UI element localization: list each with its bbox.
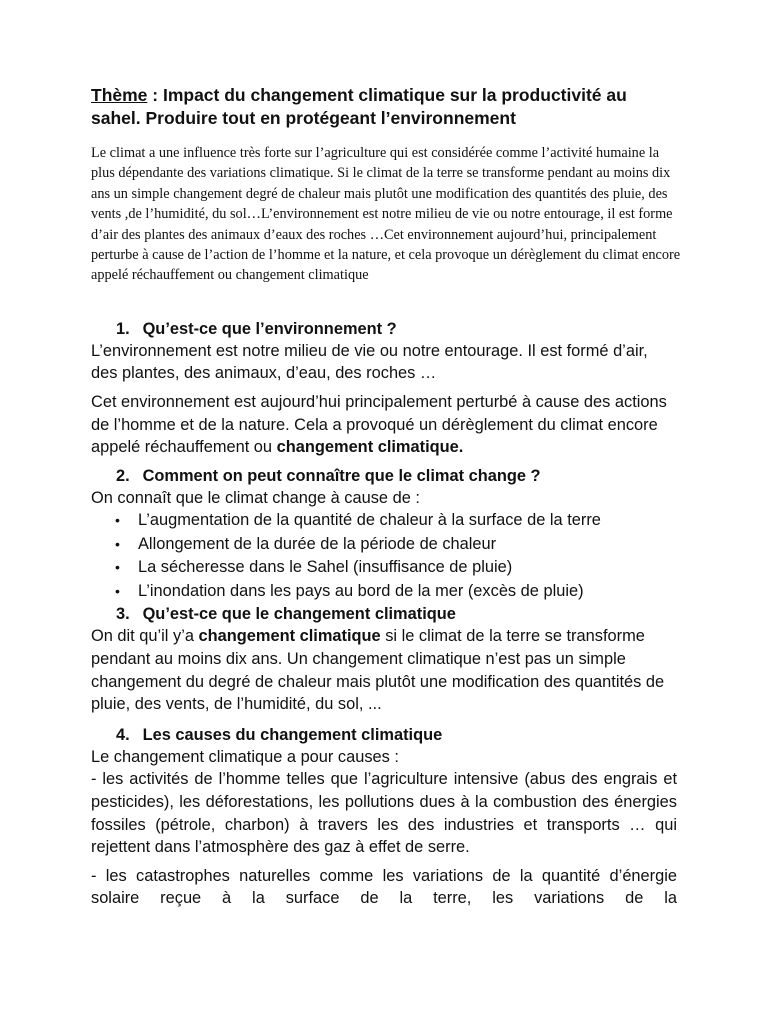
section-4-number: 4. [116, 725, 130, 744]
section-4-lead: Le changement climatique a pour causes : [91, 747, 399, 766]
section-4-paragraph-2: - les catastrophes naturelles comme les variations de la quantité d’énergie solaire reçue à la surface de la terre, les variations de la [91, 866, 677, 908]
theme-label: Thème [91, 85, 148, 105]
section-1-title: Qu’est-ce que l’environnement ? [142, 319, 397, 338]
list-item [91, 533, 677, 557]
list-item-text: L’augmentation de la quantité de chaleur à la surface de la terre [138, 511, 601, 530]
section-2-heading [91, 465, 677, 487]
section-3-paragraph [91, 625, 677, 715]
section-1-heading [91, 318, 677, 340]
section-2-bullet-list [91, 509, 677, 603]
document-title [91, 84, 677, 130]
section-3-text-end: si le climat de la terre se transforme pendant au moins dix ans. Un changement climatique n’est pas un simple changement du degré de chaleur mais plutôt une modification des quantités de pluie, des vents, de l’humidité, du sol, ... [91, 627, 665, 714]
section-1-paragraph-1: L’environnement est notre milieu de vie ou notre entourage. Il est formé d’air, des plantes, des animaux, d’eau, des roches … [91, 341, 648, 383]
title-text: : Impact du changement climatique sur la productivité au sahel. Produire tout en protégeant l’environnement [91, 85, 627, 128]
section-4-title: Les causes du changement climatique [142, 725, 443, 744]
section-2-title: Comment on peut connaître que le climat change ? [142, 466, 541, 485]
bullet-icon: • [115, 535, 120, 552]
intro-paragraph: Le climat a une influence très forte sur l’agriculture qui est considérée comme l’activité humaine la plus dépendante des variations climatique. Si le climat de la terre se transforme pendant au moins dix ans un simple changement degré de chaleur mais plutôt une modification des quantités des pluie, des vents ,de l’humidité, du sol…L’environnement est notre milieu de vie ou notre entourage, il est forme d’air des plantes des animaux d’eaux des roches …Cet environnement aujourd’hui, principalement perturbe à cause de l’action de l’homme et la nature, et cela provoque un dérèglement du climat encore appelé réchauffement ou changement climatique [91, 145, 681, 284]
section-1-number: 1. [116, 319, 130, 338]
section-4-paragraph-1: - les activités de l’homme telles que l’agriculture intensive (abus des engrais et pesticides), les déforestations, les pollutions dues à la combustion des énergies fossiles (pétrole, charbon) à travers les des industries et transports … qui rejettent dans l’atmosphère des gaz à effet de serre. [91, 770, 677, 857]
list-item [91, 556, 677, 580]
section-1-paragraph-2 [91, 391, 677, 459]
section-2-number: 2. [116, 466, 130, 485]
document-content [91, 84, 681, 910]
section-3-heading [91, 603, 677, 625]
list-item-text: L’inondation dans les pays au bord de la mer (excès de pluie) [138, 581, 584, 600]
section-3-bold: changement climatique [198, 627, 381, 646]
list-item [91, 580, 677, 604]
section-3-title: Qu’est-ce que le changement climatique [142, 605, 456, 624]
bullet-icon: • [115, 582, 120, 599]
section-2-lead: On connaît que le climat change à cause de : [91, 488, 420, 507]
list-item-text: Allongement de la durée de la période de chaleur [138, 534, 497, 553]
bullet-icon: • [115, 512, 120, 529]
list-item [91, 509, 677, 533]
bullet-icon: • [115, 559, 120, 576]
section-3-number: 3. [116, 605, 130, 624]
section-3-text-start: On dit qu’il y’a [91, 627, 199, 646]
section-1-paragraph-2-text: Cet environnement est aujourd’hui principalement perturbé à cause des actions de l’homme et de la nature. Cela a provoqué un dérèglement du climat encore appelé réchauffement ou [91, 393, 667, 457]
section-1-paragraph-2-bold: changement climatique. [276, 438, 464, 457]
list-item-text: La sécheresse dans le Sahel (insuffisance de pluie) [138, 558, 513, 577]
section-4-heading [91, 724, 677, 746]
